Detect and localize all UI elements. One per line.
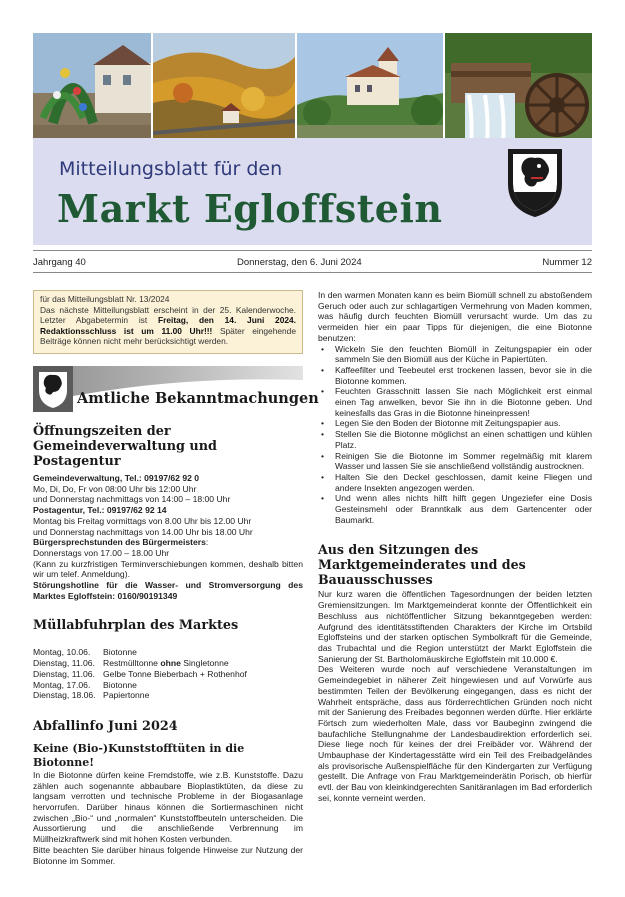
bio-tips-list — [318, 344, 592, 526]
issue-date: Donnerstag, den 6. Juni 2024 — [237, 257, 362, 268]
council-para1: Nur kurz waren die öffentlichen Tagesordnungen der beiden letzten Gremiensitzungen. Im Marktgemeinderat konnte der Öffentlichkeit ein Beschluss aus nichtöffentlicher Sitzung bekanntgegeben werden: Aufgrund des identitätsstiftenden Charakters der Kirche im Ortsbild Egloffsteins und der starken optischen Symbolkraft für die Gemeinde, das Trubachtal und die Region unterstützt der Markt Egloffstein die Sanierung der St. Bartholomäuskirche Egloffstein mit 10.000 €. — [318, 589, 592, 664]
council-sessions-heading: Aus den Sitzungen des Marktgemeinderates und des Bauausschusses — [318, 542, 526, 588]
pa-line2: und Donnerstag nachmittags von 14.00 Uhr bis 18.00 Uhr — [33, 526, 253, 537]
schedule-item-post: Singletonne — [180, 658, 229, 669]
notice-text2: Später eingehende Beiträge können nicht mehr berücksichtigt werden. — [40, 325, 296, 347]
waste-info-para2: Bitte beachten Sie darüber hinaus folgende Hinweise zur Nutzung der Biotonne im Sommer. — [33, 844, 303, 866]
waste-info-subheading: Keine (Bio-)Kunststofftüten in die Biotonne! — [33, 741, 245, 769]
gv-label: Gemeindeverwaltung, Tel.: 09197/62 92 0 — [33, 473, 200, 483]
masthead-subtitle: Mitteilungsblatt für den — [59, 158, 283, 180]
list-item: • Feuchten Grasschnitt lassen Sie nach Möglichkeit erst einmal einen Tag anwelken, bevor Sie ihn in die Biotonne geben. Und keinesfalls das Gras in die Biotonne hineinpressen! — [318, 386, 592, 418]
bm-line2: (Kann zu kurzfristigen Terminverschiebungen kommen, deshalb bitten wir um telef. Anmeldung). — [33, 558, 303, 580]
table-row — [33, 658, 303, 669]
schedule-date: Dienstag, 11.06. — [33, 668, 95, 679]
bm-label-line — [33, 537, 303, 548]
list-item: • Stellen Sie die Biotonne möglichst an einen schattigen und kühlen Platz. — [318, 429, 592, 450]
schedule-item: Biotonne — [103, 647, 137, 658]
schedule-date: Dienstag, 11.06. — [33, 658, 95, 669]
list-item: • Und wenn alles nichts hilft hilft gegen Ungeziefer eine Dosis Gesteinsmehl oder Branntkalk aus dem Gartencenter oder Baumarkt. — [318, 493, 592, 525]
waste-info-heading: Abfallinfo Juni 2024 — [33, 718, 178, 734]
gv-line2: und Donnerstag nachmittags von 14:00 – 18:00 Uhr — [33, 494, 231, 505]
waste-schedule-table — [33, 647, 303, 701]
deadline-notice-box — [33, 290, 303, 354]
council-para2: Des Weiteren wurde noch auf verschiedene Veranstaltungen im Gemeindegebiet in näherer Zeit hingewiesen und auf Vorwürfe aus bestimmten Teilen der Bevölkerung eingegangen, dass es nicht der Wahrheit entspräche, dass aus förderrechtlichen Gründen noch nicht mit der Sanierung des Freibades begonnen werden dürfte. Hier erklärte Förtsch zum wiederholten Male, dass vor Baubeginn zwingend die baufachliche Stellungnahme der Landesbaudirektion erforderlich sei. Diese liege noch für keines der drei Freibäder vor. Während der Umbauphase der Kindertagesstätte wird ein Teil des Freibadgeländes als provisorische Außenspielfläche für den Kindergarten zur Verfügung gestellt. Die Anfrage von Frau Marktgemeinderätin Porisch, ob hierfür evtl. der Bau von kleinkindgerechten Sanitäranlagen im Bad erforderlich sei, konnte verneint werden. — [318, 664, 592, 803]
issue-number: Nummer 12 — [542, 257, 592, 268]
notice-deadline: Freitag, den 14. Juni 2024. Redaktionsschluss ist um 11.00 Uhr!!! — [40, 315, 296, 336]
divider — [33, 250, 592, 251]
bm-colon: : — [205, 537, 209, 548]
schedule-item: Gelbe Tonne Bieberbach + Rothenhof — [103, 668, 247, 679]
table-row — [33, 680, 303, 691]
schedule-item: Papiertonne — [103, 690, 150, 701]
table-row — [33, 690, 303, 701]
coat-of-arms-icon — [507, 148, 563, 218]
notice-text — [40, 305, 296, 347]
waste-schedule-heading: Müllabfuhrplan des Marktes — [33, 618, 239, 634]
bm-label: Bürgersprechstunden des Bürgermeisters — [33, 537, 206, 548]
schedule-item-bold: ohne — [160, 658, 181, 669]
masthead-title: Markt Egloffstein — [57, 186, 443, 231]
masthead-banner — [33, 138, 592, 245]
left-column — [33, 424, 303, 866]
pa-label: Postagentur, Tel.: 09197/62 92 14 — [33, 505, 167, 516]
gv-line1: Mo, Di, Do, Fr von 08:00 Uhr bis 12:00 Uhr — [33, 483, 197, 494]
notice-text1: Das nächste Mitteilungsblatt erscheint in der 25. Kalenderwoche. Letzter Abgabetermin ist — [40, 304, 296, 326]
issue-volume: Jahrgang 40 — [33, 257, 86, 268]
list-item: • Kaffeefilter und Teebeutel erst trockenen lassen, bevor sie in die Biotonne kommen. — [318, 365, 592, 386]
hotline: Störungshotline für die Wasser- und Stromversorgung des Marktes Egloffstein: 0160/90191349 — [33, 580, 303, 601]
schedule-date: Dienstag, 18.06. — [33, 690, 96, 701]
notice-line1: für das Mitteilungsblatt Nr. 13/2024 — [40, 294, 170, 304]
list-item: • Halten Sie den Deckel geschlossen, damit keine Fliegen und andere Insekten angezogen werden. — [318, 472, 592, 493]
bm-line1: Donnerstags von 17.00 – 18.00 Uhr — [33, 547, 170, 558]
list-item: • Wickeln Sie den feuchten Biomüll in Zeitungspapier ein oder sammeln Sie den Biomüll aus der Küche in Papiertüten. — [318, 344, 592, 365]
schedule-item — [103, 658, 229, 669]
photo-egloffstein-castle — [297, 33, 443, 138]
table-row — [33, 647, 303, 658]
list-item: • Legen Sie den Boden der Biotonne mit Zeitungspapier aus. — [318, 418, 592, 429]
photo-autumn-valley — [153, 33, 295, 138]
bio-tips-intro: In den warmen Monaten kann es beim Biomüll schnell zu abstoßendem Geruch oder auch zur schlagartigen Vermehrung von Maden kommen, was häufig durch feuchten Biomüll verursacht wurde. Um das zu vermeiden hier ein paar Tipps für diejenigen, die eine Biotonne benutzen: — [318, 290, 592, 343]
divider — [33, 272, 592, 273]
list-item: • Reinigen Sie die Biotonne im Sommer regelmäßig mit klarem Wasser und lassen Sie sie anschließend vollständig austrocknen. — [318, 451, 592, 472]
opening-hours-heading: Öffnungszeiten der Gemeindeverwaltung und Postagentur — [33, 424, 217, 469]
pa-line1: Montag bis Freitag vormittags von 8.00 Uhr bis 12.00 Uhr — [33, 515, 252, 526]
schedule-date: Montag, 17.06. — [33, 679, 91, 690]
right-column — [318, 290, 592, 804]
table-row — [33, 669, 303, 680]
header-photo-strip — [33, 33, 592, 138]
photo-easter-fountain — [33, 33, 151, 138]
official-announcements-banner — [33, 366, 319, 412]
schedule-item: Biotonne — [103, 679, 137, 690]
waste-info-para1: In die Biotonne dürfen keine Fremdstoffe, wie z.B. Kunststoffe. Dazu zählen auch sogenannte abbaubare Bioplastiktüten, da diese zu langsam verrotten und technische Probleme in der Biogasanlage hervorrufen. Darüber hinaus können die Sortiermaschinen nicht zwischen „Bio-“ und „normalen“ Kunststoffbeuteln unterscheiden. Die Aussortierung und die anschließende Verbrennung im Müllheizkraftwerk sind mit hohen Kosten verbunden. — [33, 769, 303, 845]
schedule-date: Montag, 10.06. — [33, 647, 91, 658]
official-announcements-title: Amtliche Bekanntmachungen — [77, 390, 319, 407]
schedule-item-pre: Restmülltonne — [103, 658, 161, 669]
